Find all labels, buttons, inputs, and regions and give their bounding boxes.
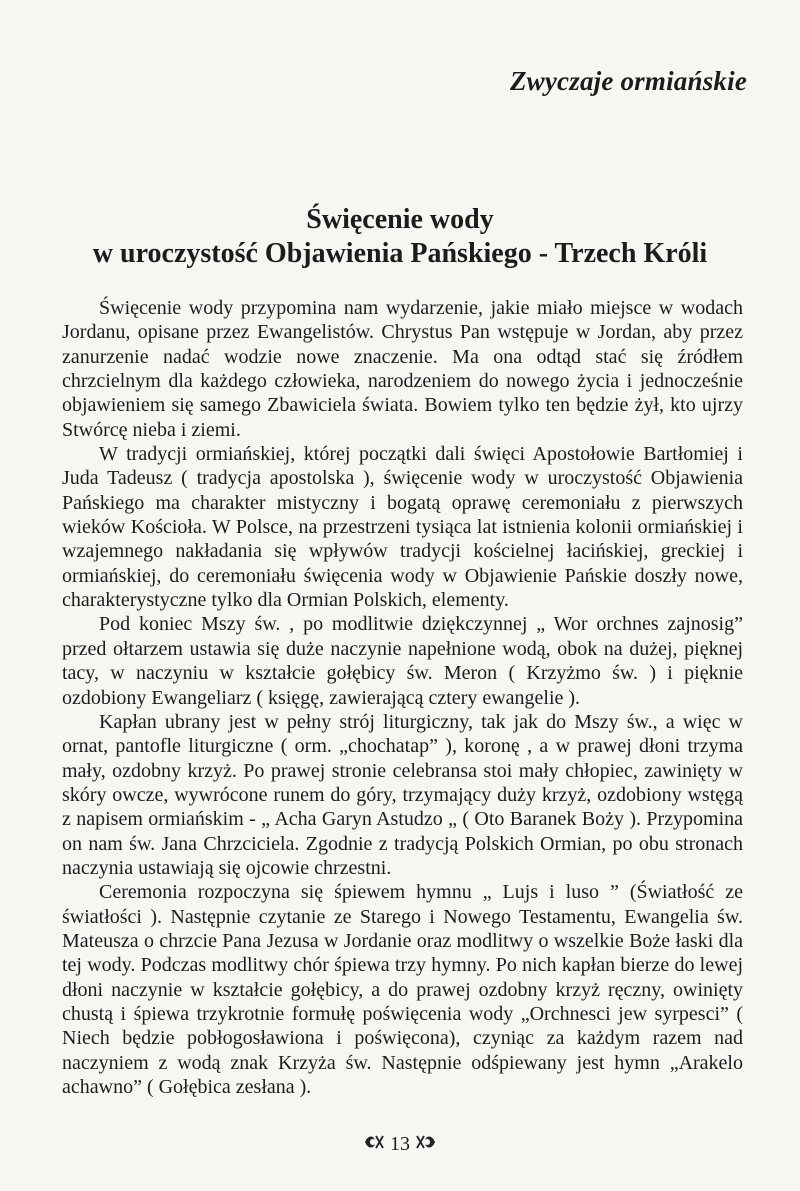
page-number: 13 [390,1133,410,1155]
floral-ornament-icon [363,1133,385,1157]
paragraph-5: Ceremonia rozpoczyna się śpiewem hymnu „ Lujs i luso ” (Światłość ze światłości ). Następnie czytanie ze Starego i Nowego Testamentu, Ewangelia św. Mateusza o chrzcie Pana Jezusa w Jordanie oraz modlitwy o wszelkie Boże łaski dla tej wody. Podczas modlitwy chór śpiewa trzy hymny. Po nich kapłan bierze do lewej dłoni naczynie w kształcie gołębicy, a do prawej ozdobny krzyż ręczny, owinięty chustą i śpiewa trzykrotnie formułę poświęcenia wody „Orchnesci jew syrpesci” ( Niech będzie pobłogosławiona i poświęcona), czyniąc za każdym razem nad naczyniem z wodą znak Krzyża św. Następnie odśpiewany jest hymn „Arakelo achawno” ( Gołębica zesłana ). [62,881,743,1098]
paragraph-2: W tradycji ormiańskiej, której początki dali święci Apostołowie Bartłomiej i Juda Tadeusz ( tradycja apostolska ), święcenie wody w uroczystość Objawienia Pańskiego ma charakter mistyczny i bogatą oprawę ceremoniału z pierwszych wieków Kościoła. W Polsce, na przestrzeni tysiąca lat istnienia kolonii ormiańskiej i wzajemnego nakładania się wpływów tradycji kościelnej łacińskiej, greckiej i ormiańskiej, do ceremoniału święcenia wody w Objawienie Pańskie doszły nowe, charakterystyczne tylko dla Ormian Polskich, elementy. [62,443,743,612]
section-header: Zwyczaje ormiańskie [509,66,747,96]
article-body [62,296,743,1099]
paragraph-3: Pod koniec Mszy św. , po modlitwie dziękczynnej „ Wor orchnes zajnosig” przed ołtarzem ustawia się duże naczynie napełnione wodą, obok na dużej, pięknej tacy, w naczyniu w kształcie gołębicy św. Meron ( Krzyżmo św. ) i pięknie ozdobiony Ewangeliarz ( księgę, zawierającą cztery ewangelie ). [62,613,743,709]
article-title-line-1: Święcenie wody [306,204,494,235]
article-title-line-2: w uroczystość Objawienia Pańskiego - Trzech Króli [92,238,708,269]
page-footer [0,1133,800,1157]
paragraph-4: Kapłan ubrany jest w pełny strój liturgiczny, tak jak do Mszy św., a więc w ornat, pantofle liturgiczne ( orm. „chochatap” ), koronę , a w prawej dłoni trzyma mały, ozdobny krzyż. Po prawej stronie celebransa stoi mały chłopiec, zawinięty w skóry owcze, wywrócone runem do góry, trzymający duży krzyż, ozdobiony wstęgą z napisem ormiańskim - „ Acha Garyn Astudzo „ ( Oto Baranek Boży ). Przypomina on nam św. Jana Chrzciciela. Zgodnie z tradycją Polskich Ormian, po obu stronach naczynia ustawiają się ojcowie chrzestni. [62,710,743,879]
paragraph-1: Święcenie wody przypomina nam wydarzenie, jakie miało miejsce w wodach Jordanu, opisane przez Ewangelistów. Chrystus Pan wstępuje w Jordan, aby przez zanurzenie nadać wodzie nowe znaczenie. Ma ona odtąd stać się źródłem chrzcielnym dla każdego człowieka, narodzeniem do nowego życia i jednocześnie objawieniem się samego Zbawiciela świata. Bowiem tylko ten będzie żył, kto ujrzy Stwórcę nieba i ziemi. [62,297,743,441]
floral-ornament-icon [415,1133,437,1157]
